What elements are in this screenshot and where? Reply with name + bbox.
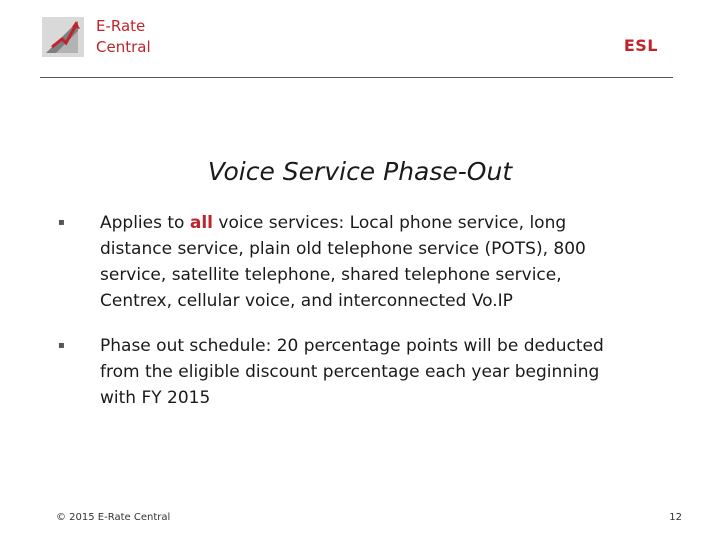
bullet-prefix: Applies to <box>100 213 190 233</box>
bullet-text: voice services: Local phone service, long distance service, plain old telephone service (POTS), 800 service, satellite telephone, shared telephone service, Centrex, cellular voice, and interconnected Vo.IP <box>100 213 586 311</box>
highlight-word: all <box>189 213 213 233</box>
header-divider <box>40 77 673 78</box>
bullet-list <box>58 210 638 430</box>
brand-line-1: E-Rate <box>96 17 146 35</box>
bullet-text: Phase out schedule: 20 percentage points will be deducted from the eligible discount percentage each year beginning with FY 2015 <box>100 336 604 408</box>
bullet-item-schedule <box>58 333 638 411</box>
bullet-marker-icon: ▪ <box>58 340 65 351</box>
esl-tag: ESL <box>623 36 658 55</box>
e-rate-central-logo <box>42 17 84 57</box>
bullet-marker-icon: ▪ <box>58 217 65 228</box>
page-number: 12 <box>669 512 682 523</box>
brand-line-2: Central <box>96 38 151 56</box>
brand-name <box>96 16 151 58</box>
bullet-item-services <box>58 210 638 314</box>
footer-copyright: © 2015 E-Rate Central <box>56 512 171 523</box>
slide-title: Voice Service Phase-Out <box>207 157 513 186</box>
